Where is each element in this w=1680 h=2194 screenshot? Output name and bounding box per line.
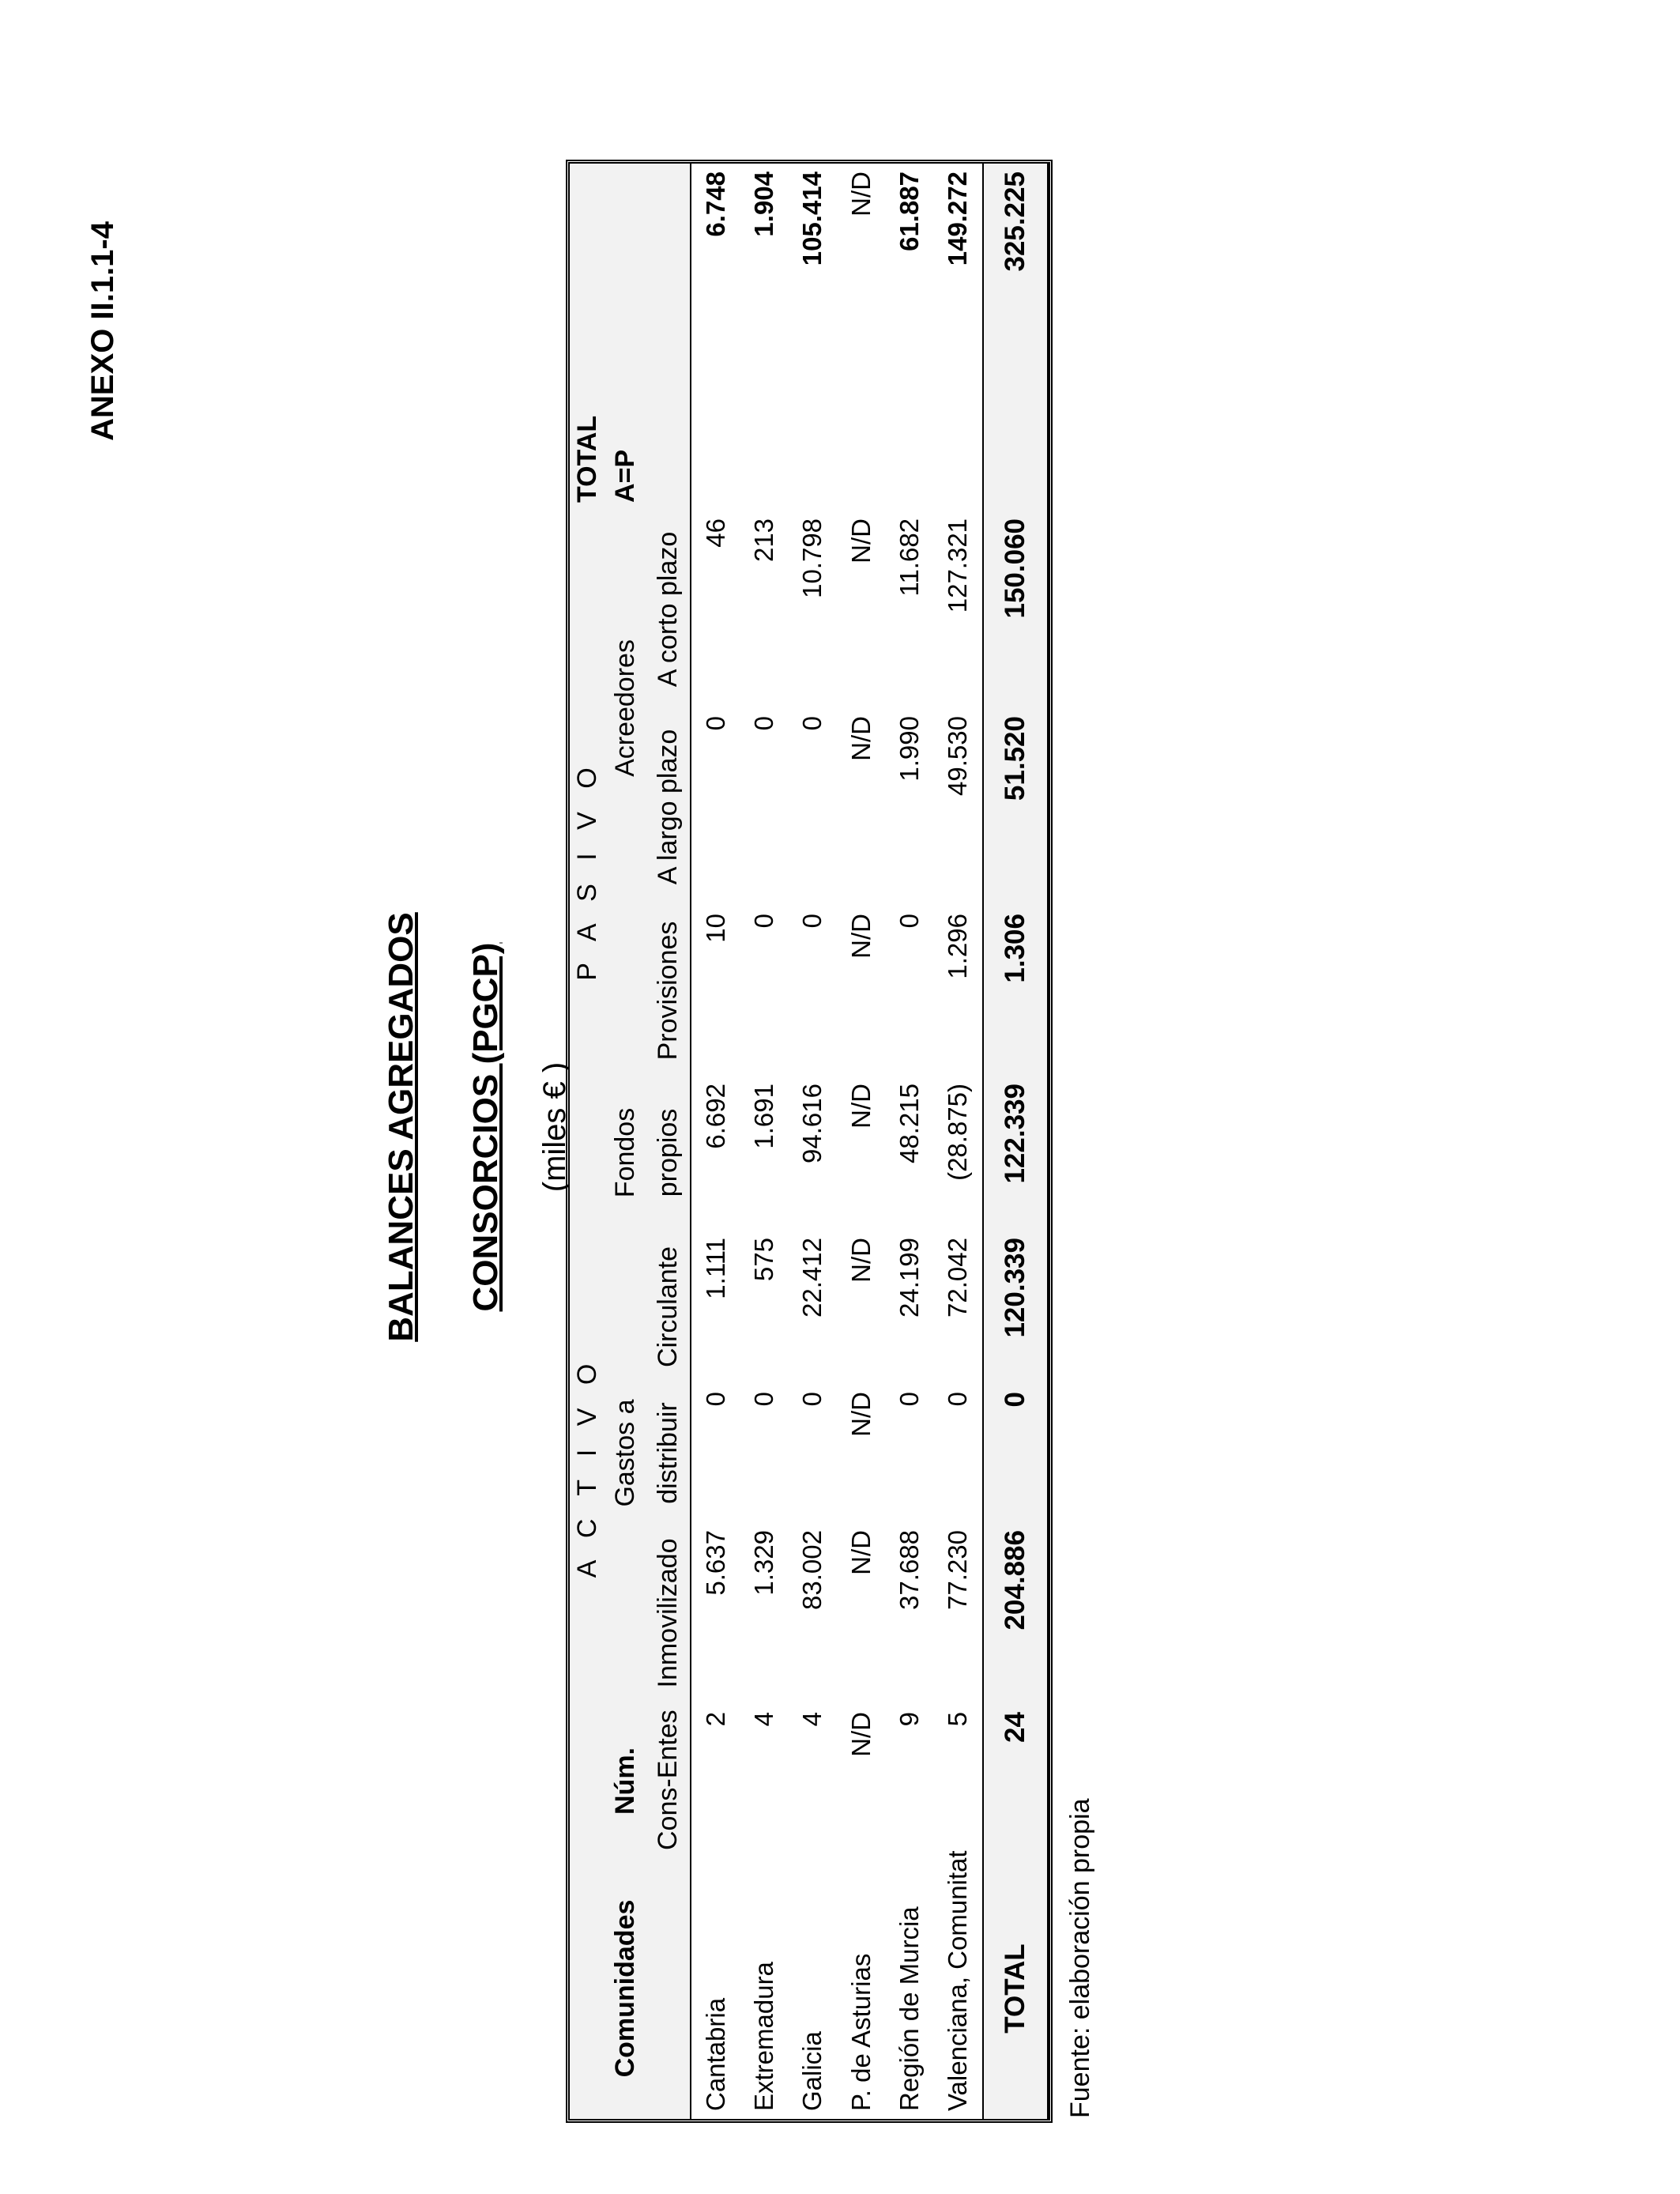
cell-circulante: 72.042 [943,1238,973,1318]
header-blank [605,906,646,1076]
total-row [983,164,1048,2119]
annex-label: ANEXO II.1.1-4 [85,221,120,441]
cell-largo: N/D [846,716,876,761]
table-row [934,164,983,2119]
cell-fondos: 1.691 [749,1084,779,1149]
cell-largo: 1.990 [895,716,925,782]
cell-provisiones: 0 [749,914,779,929]
page-subtitle: CONSORCIOS (PGCP) [466,942,505,1312]
cell-corto: 11.682 [895,518,925,597]
cell-circulante: N/D [846,1238,876,1283]
cell-largo: 0 [700,716,730,731]
table-row [789,164,837,2119]
cell-total: 61.887 [895,171,925,251]
cell-inmovilizado: 1.329 [749,1530,779,1596]
header-gastos-bottom: distribuir [646,1384,691,1522]
cell-total: 325.225 [983,164,1048,511]
cell-corto: 127.321 [943,518,973,613]
table-row [740,164,788,2119]
cell-largo: 49.530 [943,716,973,796]
header-fondos-top: Fondos [609,1107,640,1198]
cell-provisiones: 0 [895,914,925,929]
cell-circulante: 575 [749,1238,779,1282]
cell-comunidad: Cantabria [700,1997,730,2111]
cell-total: 149.272 [943,171,973,266]
cell-provisiones: 1.296 [943,914,973,979]
header-activo: A C T I V O [571,1355,602,1578]
header-total-bottom: A=P [609,449,640,503]
table-row [837,164,885,2119]
header-provisiones: Provisiones [646,906,691,1076]
cell-num: 24 [983,1704,1048,1858]
cell-provisiones: 0 [797,914,827,929]
cell-num: 9 [895,1712,925,1727]
cell-corto: 46 [700,518,730,548]
units-label: (miles € ) [537,1061,572,1193]
header-row-bottom [646,164,691,2119]
cell-num: N/D [846,1712,876,1757]
cell-total: 105.414 [797,171,827,266]
header-blank [646,1858,691,2119]
balance-table [570,164,1049,2119]
header-total-top: TOTAL [571,415,602,503]
header-circulante: Circulante [646,1230,691,1384]
source-note: Fuente: elaboración propia [1065,1798,1095,2118]
cell-comunidad: Galicia [797,2031,827,2111]
balance-table-frame [566,160,1053,2123]
header-row-top [605,164,646,2119]
cell-inmovilizado: 77.230 [943,1530,973,1610]
header-blank [570,1858,605,2119]
cell-total: 1.904 [749,171,779,237]
header-blank [646,164,691,511]
header-pasivo: P A S I V O [571,760,602,981]
cell-corto: N/D [846,518,876,564]
cell-num: 2 [700,1712,730,1727]
cell-largo: 0 [797,716,827,731]
header-num-top: Núm. [609,1747,640,1815]
cell-num: 4 [797,1712,827,1727]
header-fondos-bottom: propios [646,1076,691,1230]
header-acreedores: Acreedores [609,639,640,777]
header-blank [605,1230,646,1384]
cell-corto: 213 [749,518,779,563]
header-largo-plazo: A largo plazo [646,708,691,906]
cell-inmovilizado: 37.688 [895,1530,925,1610]
cell-inmovilizado: 5.637 [700,1530,730,1596]
cell-fondos: 122.339 [983,1076,1048,1230]
cell-circulante: 120.339 [983,1230,1048,1384]
cell-total-label: TOTAL [983,1858,1048,2119]
cell-gastos: 0 [797,1392,827,1407]
cell-inmovilizado: 204.886 [983,1522,1048,1704]
rotated-page [0,60,1680,2194]
cell-gastos: 0 [700,1392,730,1407]
cell-circulante: 24.199 [895,1238,925,1318]
header-gastos-top: Gastos a [609,1399,640,1507]
cell-largo: 0 [749,716,779,731]
header-inmovilizado: Inmovilizado [646,1522,691,1704]
cell-provisiones: N/D [846,914,876,959]
cell-comunidad: P. de Asturias [846,1953,876,2111]
cell-total: 6.748 [700,171,730,237]
cell-num: 4 [749,1712,779,1727]
cell-corto: 10.798 [797,518,827,598]
cell-total: N/D [846,171,876,217]
cell-fondos: 48.215 [895,1084,925,1163]
cell-corto: 150.060 [983,511,1048,708]
header-blank [570,1704,605,1858]
header-blank [605,1522,646,1704]
cell-provisiones: 10 [700,914,730,943]
cell-fondos: N/D [846,1084,876,1129]
cell-comunidad: Región de Murcia [895,1906,925,2111]
cell-largo: 51.520 [983,708,1048,906]
cell-gastos: 0 [749,1392,779,1407]
cell-comunidad: Extremadura [749,1962,779,2111]
cell-fondos: 94.616 [797,1084,827,1163]
cell-provisiones: 1.306 [983,906,1048,1076]
cell-comunidad: Valenciana, Comunitat [943,1850,973,2111]
cell-inmovilizado: N/D [846,1530,876,1575]
cell-inmovilizado: 83.002 [797,1530,827,1610]
cell-num: 5 [943,1712,973,1727]
cell-gastos: N/D [846,1392,876,1437]
header-corto-plazo: A corto plazo [646,511,691,708]
table-row [691,164,740,2119]
header-num-bottom: Cons-Entes [646,1704,691,1858]
cell-gastos: 0 [983,1384,1048,1522]
table-row [885,164,933,2119]
cell-fondos: 6.692 [700,1084,730,1149]
cell-gastos: 0 [943,1392,973,1407]
cell-circulante: 1.111 [700,1238,730,1299]
page-title: BALANCES AGREGADOS [382,912,420,1342]
cell-fondos: (28.875) [943,1084,973,1181]
cell-gastos: 0 [895,1392,925,1407]
header-comunidades: Comunidades [609,1899,640,2078]
header-row-groups [570,164,605,2119]
cell-circulante: 22.412 [797,1238,827,1318]
